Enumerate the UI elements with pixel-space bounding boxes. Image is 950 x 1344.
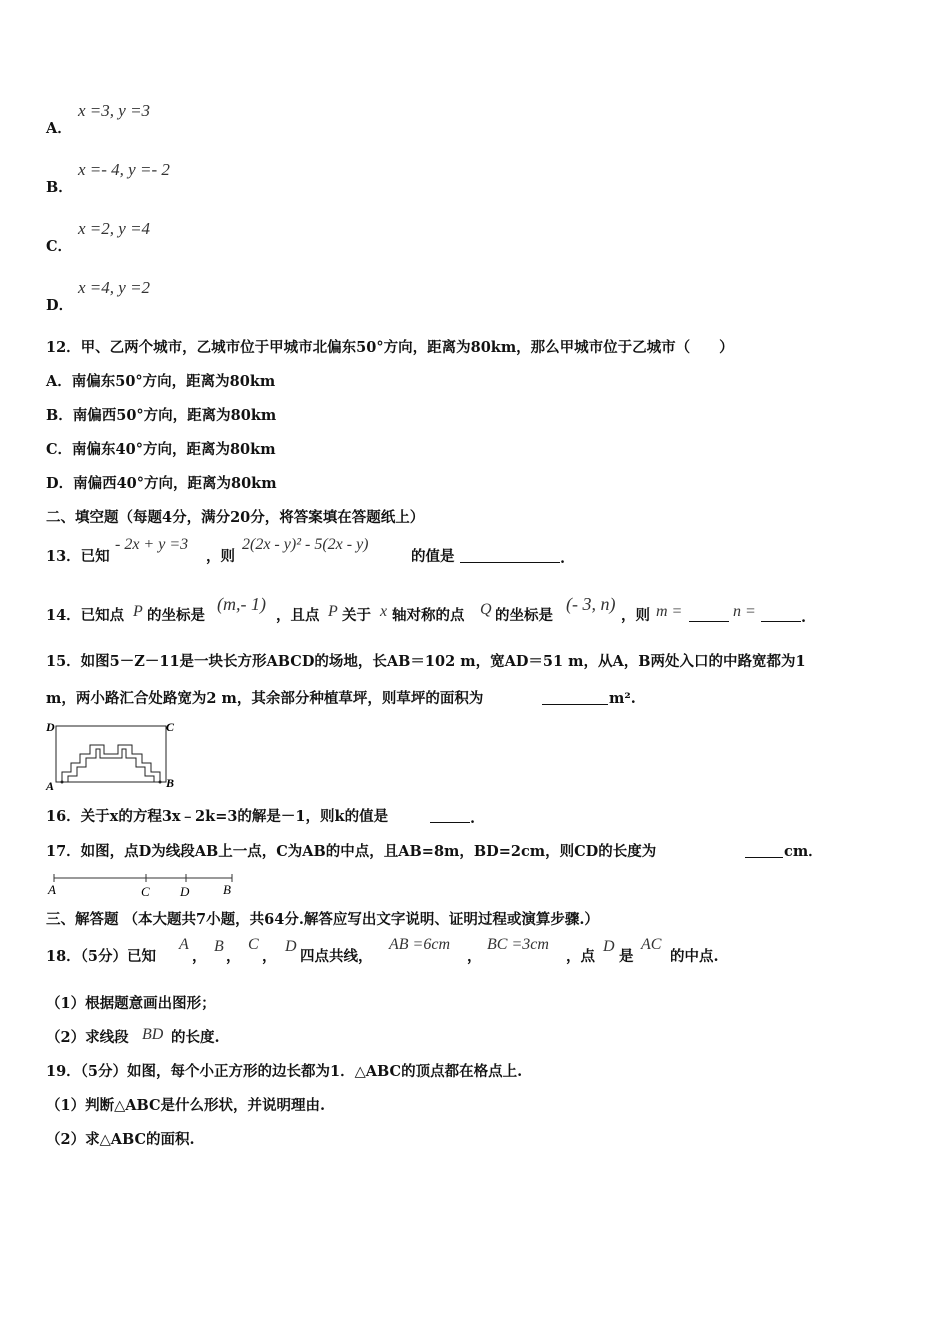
option-label-a: A．: [46, 120, 72, 137]
question-18-sub-2-tail: 的长度.: [171, 1029, 220, 1046]
point-d-label: D: [285, 938, 297, 955]
option-expr-a: x =3, y =3: [78, 101, 151, 120]
question-14-blank-n: .: [761, 607, 806, 627]
point-b-label: B: [214, 938, 224, 955]
question-12-option-d: D．南偏西40°方向，距离为80km: [46, 475, 277, 492]
question-15-unit: m².: [609, 690, 636, 707]
option-expr-b: x =- 4, y =- 2: [78, 160, 170, 179]
point-p-label: P: [133, 603, 143, 620]
question-14-text-7: ，则: [621, 607, 650, 624]
question-14-text-1: 14．已知点: [46, 607, 125, 624]
question-14-n-label: n =: [733, 603, 756, 620]
question-13-condition: - 2x + y =3: [115, 536, 189, 553]
section-3-heading: 三、解答题 （本大题共7小题，共64分.解答应写出文字说明、证明过程或演算步骤.）: [46, 911, 599, 928]
question-16-blank: .: [430, 808, 475, 828]
question-12-stem: 12．甲、乙两个城市，乙城市位于甲城市北偏东50°方向，距离为80km，那么甲城市位于乙城市（ ）: [46, 339, 734, 356]
question-17-unit: cm．: [784, 843, 823, 860]
section-2-heading: 二、填空题（每题4分，满分20分，将答案填在答题纸上）: [46, 509, 425, 526]
question-18-text-3: ，点: [566, 948, 595, 965]
question-13-blank: .: [460, 548, 565, 568]
question-12-option-c: C．南偏东40°方向，距离为80km: [46, 441, 276, 458]
question-14-blank-m: [689, 607, 729, 627]
question-15-figure: [44, 718, 184, 792]
point-b: B: [223, 882, 231, 897]
question-14-text-4: 关于: [342, 607, 371, 624]
point-d: D: [180, 884, 190, 899]
question-13-tail: 的值是: [411, 548, 455, 565]
point-q-coordinates: (- 3, n): [566, 594, 616, 614]
option-label-b: B．: [46, 179, 73, 196]
option-label-d: D．: [46, 297, 74, 314]
question-12-option-a: A．南偏东50°方向，距离为80km: [46, 373, 276, 390]
question-17-text: 17．如图，点D为线段AB上一点，C为AB的中点，且AB=8m，BD=2cm，则CD的长度为: [46, 843, 657, 860]
question-13-prefix: 13．已知: [46, 548, 110, 565]
question-18-sub-1: （1）根据题意画出图形；: [46, 995, 216, 1012]
question-18-text-4: 是: [619, 948, 634, 965]
comma-1: ，: [192, 948, 207, 965]
point-p-coordinates: (m,- 1): [217, 594, 266, 614]
question-15-line-1: 15．如图5－Z－11是一块长方形ABCD的场地，长AB＝102 m，宽AD＝51 m，从A，B两处入口的中路宽都为1: [46, 653, 806, 670]
point-a: A: [48, 882, 56, 897]
question-18-text-5: 的中点.: [670, 948, 719, 965]
question-15-line-2: m，两小路汇合处路宽为2 m，其余部分种植草坪，则草坪的面积为: [46, 690, 484, 707]
question-15-blank: [542, 690, 608, 710]
comma-3: ，: [262, 948, 277, 965]
ab-length: AB =6cm: [389, 936, 450, 953]
comma-2: ，: [226, 948, 241, 965]
question-14-text-3: ，且点: [276, 607, 320, 624]
label-a: A: [46, 779, 55, 792]
question-12-option-b: B．南偏西50°方向，距离为80km: [46, 407, 277, 424]
question-18-text-1: 18．（5分）已知: [46, 948, 157, 965]
segment-ac-label: AC: [641, 936, 662, 953]
question-17-blank: [745, 843, 783, 863]
axis-x-label: x: [380, 603, 388, 620]
question-14-text-2: 的坐标是: [147, 607, 205, 624]
question-17-figure: [44, 870, 244, 900]
bc-length: BC =3cm: [487, 936, 549, 953]
point-d-label-2: D: [603, 938, 615, 955]
question-19-sub-1: （1）判断△ABC是什么形状，并说明理由.: [46, 1097, 326, 1114]
label-b: B: [166, 776, 175, 790]
option-expr-c: x =2, y =4: [78, 219, 151, 238]
question-16-text: 16．关于x的方程3x﹣2k=3的解是－1，则k的值是: [46, 808, 389, 825]
question-19-sub-2: （2）求△ABC的面积.: [46, 1131, 195, 1148]
segment-bd-label: BD: [142, 1026, 164, 1043]
question-18-text-2: 四点共线，: [300, 948, 373, 965]
point-q-label: Q: [480, 601, 492, 618]
question-13-expression: 2(2x - y)² - 5(2x - y): [242, 536, 369, 553]
question-14-text-6: 的坐标是: [495, 607, 553, 624]
question-19-stem: 19．（5分）如图，每个小正方形的边长都为1．△ABC的顶点都在格点上.: [46, 1063, 523, 1080]
point-c-label: C: [248, 936, 259, 953]
question-14-m-label: m =: [656, 603, 683, 620]
question-13-then: ，则: [206, 548, 235, 565]
option-label-c: C．: [46, 238, 73, 255]
comma-4: ，: [467, 948, 482, 965]
question-18-sub-2: （2）求线段: [46, 1029, 129, 1046]
point-c: C: [141, 884, 150, 899]
question-14-text-5: 轴对称的点: [392, 607, 465, 624]
point-p-label-2: P: [328, 603, 338, 620]
option-expr-d: x =4, y =2: [78, 278, 151, 297]
label-d: D: [46, 720, 55, 734]
point-a-label: A: [179, 936, 189, 953]
label-c: C: [166, 720, 175, 734]
